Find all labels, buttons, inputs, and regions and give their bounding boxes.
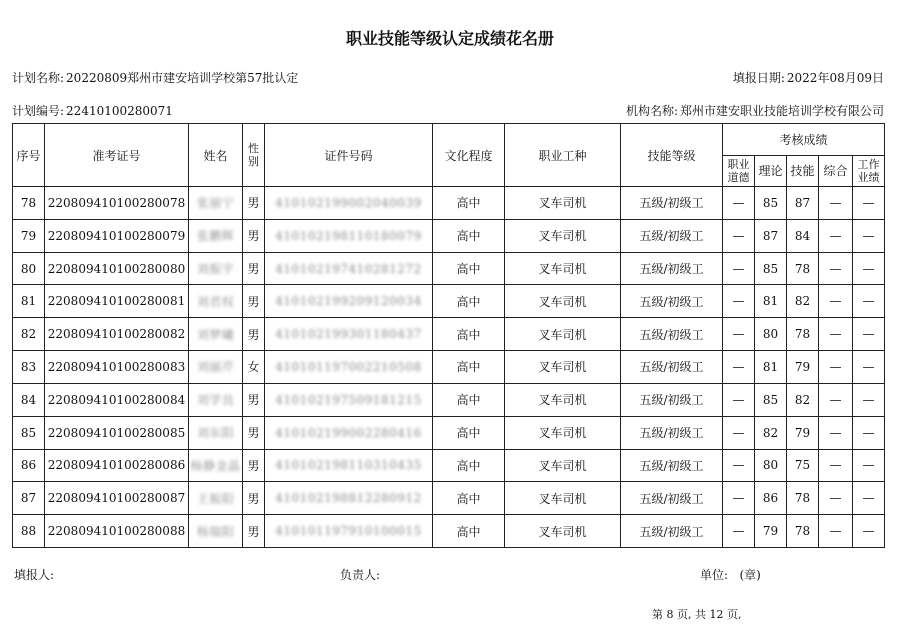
cell-seq: 82	[13, 318, 45, 351]
cell-level: 五级/初级工	[621, 383, 723, 416]
cell-exam-no: 220809410100280078	[45, 187, 189, 220]
cell-education: 高中	[433, 515, 505, 548]
header-level: 技能等级	[621, 124, 723, 187]
cell-level: 五级/初级工	[621, 351, 723, 384]
cell-work: —	[853, 187, 885, 220]
cell-theory: 79	[755, 515, 787, 548]
table-row	[13, 219, 885, 252]
plan-name-value: 20220809郑州市建安培训学校第57批认定	[66, 71, 299, 85]
institution	[626, 102, 884, 119]
cell-education: 高中	[433, 351, 505, 384]
redacted-name: 刘丽芹	[196, 360, 235, 375]
cell-occupation: 叉车司机	[505, 187, 621, 220]
cell-work: —	[853, 318, 885, 351]
cell-theory: 85	[755, 252, 787, 285]
cell-education: 高中	[433, 416, 505, 449]
cell-occupation: 叉车司机	[505, 318, 621, 351]
cell-id-no	[265, 515, 433, 548]
table-row	[13, 416, 885, 449]
cell-work: —	[853, 482, 885, 515]
table-row	[13, 285, 885, 318]
cell-exam-no: 220809410100280084	[45, 383, 189, 416]
plan-number-label: 计划编号:	[12, 104, 65, 118]
cell-work: —	[853, 351, 885, 384]
cell-occupation: 叉车司机	[505, 515, 621, 548]
unit-label: 单位:	[700, 568, 729, 582]
cell-level: 五级/初级工	[621, 252, 723, 285]
cell-ethics: —	[723, 285, 755, 318]
cell-exam-no: 220809410100280079	[45, 219, 189, 252]
cell-ethics: —	[723, 449, 755, 482]
cell-overall: —	[819, 351, 853, 384]
cell-skill: 79	[787, 416, 819, 449]
cell-name	[189, 187, 243, 220]
header-seq: 序号	[13, 124, 45, 187]
cell-level: 五级/初级工	[621, 219, 723, 252]
cell-name	[189, 351, 243, 384]
responsible-label: 负责人:	[340, 568, 381, 582]
cell-education: 高中	[433, 449, 505, 482]
header-ethics: 职业道德	[723, 155, 755, 187]
table-row	[13, 449, 885, 482]
cell-name	[189, 482, 243, 515]
unit-stamp: (章)	[739, 568, 761, 582]
cell-overall: —	[819, 416, 853, 449]
page-title: 职业技能等级认定成绩花名册	[345, 29, 554, 48]
redacted-name: 张鹏辉	[196, 229, 235, 244]
redacted-id-number: 410102198812280912	[275, 491, 422, 506]
cell-ethics: —	[723, 482, 755, 515]
cell-education: 高中	[433, 252, 505, 285]
cell-exam-no: 220809410100280086	[45, 449, 189, 482]
cell-seq: 88	[13, 515, 45, 548]
score-roster-table	[12, 123, 885, 548]
cell-skill: 75	[787, 449, 819, 482]
redacted-name: 刘学良	[196, 393, 235, 408]
cell-id-no	[265, 187, 433, 220]
table-row	[13, 351, 885, 384]
cell-gender: 男	[243, 482, 265, 515]
cell-exam-no: 220809410100280082	[45, 318, 189, 351]
cell-id-no	[265, 285, 433, 318]
redacted-id-number: 410102198110310435	[275, 458, 422, 473]
report-date-value: 2022年08月09日	[786, 71, 884, 85]
cell-gender: 男	[243, 416, 265, 449]
cell-seq: 84	[13, 383, 45, 416]
redacted-name: 刘君权	[196, 294, 235, 309]
cell-exam-no: 220809410100280087	[45, 482, 189, 515]
redacted-name: 杨瑞阳	[196, 524, 235, 539]
redacted-id-number: 410102199301180437	[275, 327, 422, 342]
plan-name	[12, 69, 298, 86]
cell-seq: 80	[13, 252, 45, 285]
cell-ethics: —	[723, 187, 755, 220]
cell-gender: 男	[243, 285, 265, 318]
cell-occupation: 叉车司机	[505, 449, 621, 482]
cell-ethics: —	[723, 219, 755, 252]
cell-gender: 男	[243, 219, 265, 252]
cell-work: —	[853, 383, 885, 416]
cell-id-no	[265, 351, 433, 384]
cell-education: 高中	[433, 482, 505, 515]
cell-ethics: —	[723, 318, 755, 351]
cell-work: —	[853, 515, 885, 548]
cell-overall: —	[819, 252, 853, 285]
cell-level: 五级/初级工	[621, 318, 723, 351]
cell-overall: —	[819, 383, 853, 416]
cell-occupation: 叉车司机	[505, 285, 621, 318]
cell-name	[189, 449, 243, 482]
cell-level: 五级/初级工	[621, 482, 723, 515]
cell-seq: 79	[13, 219, 45, 252]
cell-overall: —	[819, 449, 853, 482]
cell-level: 五级/初级工	[621, 416, 723, 449]
table-row	[13, 482, 885, 515]
cell-theory: 85	[755, 187, 787, 220]
cell-occupation: 叉车司机	[505, 416, 621, 449]
plan-name-label: 计划名称:	[12, 71, 65, 85]
cell-skill: 78	[787, 318, 819, 351]
report-date	[733, 69, 884, 86]
cell-exam-no: 220809410100280088	[45, 515, 189, 548]
header-occupation: 职业工种	[505, 124, 621, 187]
cell-overall: —	[819, 187, 853, 220]
roster-body	[13, 187, 885, 548]
page-info: 第 8 页, 共 12 页,	[652, 608, 742, 621]
redacted-id-number: 410102197509181215	[275, 392, 422, 407]
cell-theory: 86	[755, 482, 787, 515]
cell-level: 五级/初级工	[621, 449, 723, 482]
header-skill: 技能	[787, 155, 819, 187]
cell-skill: 87	[787, 187, 819, 220]
cell-name	[189, 515, 243, 548]
cell-work: —	[853, 416, 885, 449]
cell-name	[189, 219, 243, 252]
redacted-id-number: 410102198110180079	[275, 228, 422, 243]
redacted-id-number: 410102197410281272	[275, 261, 422, 276]
redacted-id-number: 410102199002280416	[275, 425, 422, 440]
table-row	[13, 187, 885, 220]
header-overall: 综合	[819, 155, 853, 187]
table-row	[13, 318, 885, 351]
cell-seq: 86	[13, 449, 45, 482]
report-date-label: 填报日期:	[732, 71, 785, 85]
table-row	[13, 252, 885, 285]
cell-education: 高中	[433, 285, 505, 318]
cell-theory: 80	[755, 318, 787, 351]
cell-seq: 83	[13, 351, 45, 384]
cell-education: 高中	[433, 219, 505, 252]
cell-skill: 78	[787, 482, 819, 515]
header-theory: 理论	[755, 155, 787, 187]
cell-level: 五级/初级工	[621, 285, 723, 318]
cell-work: —	[853, 285, 885, 318]
redacted-name: 张丽宁	[196, 196, 235, 211]
cell-id-no	[265, 416, 433, 449]
cell-id-no	[265, 449, 433, 482]
header-exam-no: 准考证号	[45, 124, 189, 187]
cell-work: —	[853, 449, 885, 482]
cell-gender: 女	[243, 351, 265, 384]
cell-ethics: —	[723, 383, 755, 416]
cell-seq: 78	[13, 187, 45, 220]
redacted-name: 王振阳	[196, 491, 235, 506]
cell-gender: 男	[243, 383, 265, 416]
cell-theory: 85	[755, 383, 787, 416]
cell-theory: 81	[755, 351, 787, 384]
cell-work: —	[853, 219, 885, 252]
cell-seq: 85	[13, 416, 45, 449]
cell-id-no	[265, 383, 433, 416]
cell-theory: 82	[755, 416, 787, 449]
cell-overall: —	[819, 515, 853, 548]
header-education: 文化程度	[433, 124, 505, 187]
cell-id-no	[265, 252, 433, 285]
cell-exam-no: 220809410100280081	[45, 285, 189, 318]
header-gender: 性别	[243, 124, 265, 187]
cell-exam-no: 220809410100280085	[45, 416, 189, 449]
cell-gender: 男	[243, 252, 265, 285]
cell-seq: 87	[13, 482, 45, 515]
cell-gender: 男	[243, 449, 265, 482]
cell-id-no	[265, 318, 433, 351]
filler-label: 填报人:	[14, 568, 55, 582]
table-row	[13, 383, 885, 416]
cell-ethics: —	[723, 515, 755, 548]
cell-name	[189, 383, 243, 416]
redacted-id-number: 410101197910100015	[275, 524, 422, 539]
cell-exam-no: 220809410100280083	[45, 351, 189, 384]
redacted-name: 刘东阳	[196, 426, 235, 441]
redacted-id-number: 410102199209120034	[275, 294, 422, 309]
cell-theory: 87	[755, 219, 787, 252]
cell-overall: —	[819, 219, 853, 252]
redacted-id-number: 410101197002210508	[275, 359, 422, 374]
header-id-no: 证件号码	[265, 124, 433, 187]
cell-skill: 82	[787, 285, 819, 318]
cell-seq: 81	[13, 285, 45, 318]
cell-skill: 78	[787, 252, 819, 285]
redacted-name: 刘振宇	[196, 262, 235, 277]
redacted-name: 杨静金晶	[190, 458, 241, 473]
cell-name	[189, 318, 243, 351]
unit-signature	[700, 566, 761, 583]
cell-gender: 男	[243, 318, 265, 351]
cell-occupation: 叉车司机	[505, 219, 621, 252]
cell-skill: 79	[787, 351, 819, 384]
cell-skill: 84	[787, 219, 819, 252]
plan-number-value: 22410100280071	[66, 104, 173, 118]
cell-skill: 82	[787, 383, 819, 416]
cell-education: 高中	[433, 383, 505, 416]
cell-name	[189, 285, 243, 318]
cell-education: 高中	[433, 318, 505, 351]
cell-occupation: 叉车司机	[505, 482, 621, 515]
cell-ethics: —	[723, 252, 755, 285]
cell-education: 高中	[433, 187, 505, 220]
cell-theory: 80	[755, 449, 787, 482]
cell-id-no	[265, 482, 433, 515]
table-row	[13, 515, 885, 548]
cell-overall: —	[819, 482, 853, 515]
cell-occupation: 叉车司机	[505, 252, 621, 285]
cell-level: 五级/初级工	[621, 515, 723, 548]
cell-exam-no: 220809410100280080	[45, 252, 189, 285]
cell-occupation: 叉车司机	[505, 351, 621, 384]
cell-occupation: 叉车司机	[505, 383, 621, 416]
cell-skill: 78	[787, 515, 819, 548]
cell-ethics: —	[723, 351, 755, 384]
cell-name	[189, 252, 243, 285]
header-name: 姓名	[189, 124, 243, 187]
cell-work: —	[853, 252, 885, 285]
cell-id-no	[265, 219, 433, 252]
institution-value: 郑州市建安职业技能培训学校有限公司	[679, 104, 884, 118]
cell-gender: 男	[243, 515, 265, 548]
header-work: 工作业绩	[853, 155, 885, 187]
cell-overall: —	[819, 285, 853, 318]
cell-theory: 81	[755, 285, 787, 318]
cell-gender: 男	[243, 187, 265, 220]
cell-overall: —	[819, 318, 853, 351]
cell-name	[189, 416, 243, 449]
cell-ethics: —	[723, 416, 755, 449]
cell-level: 五级/初级工	[621, 187, 723, 220]
plan-number	[12, 102, 173, 119]
institution-label: 机构名称:	[625, 104, 678, 118]
redacted-name: 刘梦曦	[196, 327, 235, 342]
header-scores-group: 考核成绩	[723, 124, 885, 156]
redacted-id-number: 410102199002040039	[275, 195, 422, 210]
